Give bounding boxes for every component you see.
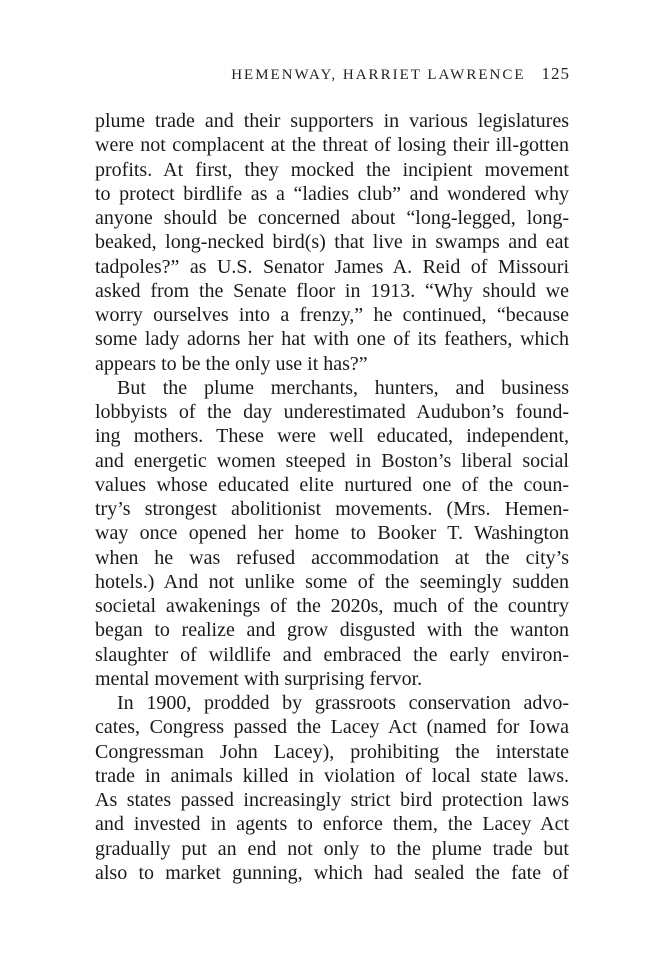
running-head-title: HEMENWAY, HARRIET LAWRENCE [231,67,526,83]
text-line: beaked, long-necked bird(s) that live in swamps and eat [95,231,569,254]
paragraph [95,691,569,885]
text-line: try’s strongest abolitionist movements. (Mrs. Hemen- [95,498,569,520]
text-line: to protect birdlife as a “ladies club” and wondered why [95,182,569,205]
text-line: and invested in agents to enforce them, the Lacey Act [95,813,569,836]
text-line: Congressman John Lacey), prohibiting the interstate [95,740,569,763]
text-line: gradually put an end not only to the plume trade but [95,837,569,860]
paragraph [95,376,569,691]
text-line: societal awakenings of the 2020s, much of the country [95,595,569,617]
text-line: As states passed increasingly strict bird protection laws [95,789,569,811]
text-line: mental movement with surprising fervor. [95,667,423,690]
text-line: profits. At first, they mocked the incipient movement [95,158,569,181]
text-line: In 1900, prodded by grassroots conservation advo- [117,692,569,714]
running-head [94,64,570,84]
text-line: plume trade and their supporters in various legislatures [95,110,569,132]
text-line: slaughter of wildlife and embraced the early environ- [95,643,569,666]
text-line: cates, Congress passed the Lacey Act (named for Iowa [95,716,569,739]
text-line: began to realize and grow disgusted with the wanton [95,619,569,642]
text-line: were not complacent at the threat of losing their ill-gotten [95,134,569,157]
text-line: also to market gunning, which had sealed the fate of [95,861,569,884]
text-line: some lady adorns her hat with one of its feathers, which [95,328,569,351]
body-text [95,109,569,885]
text-line: tadpoles?” as U.S. Senator James A. Reid of Missouri [95,255,569,278]
text-line: way once opened her home to Booker T. Washington [95,522,569,545]
text-line: appears to be the only use it has?” [95,352,368,375]
text-line: trade in animals killed in violation of local state laws. [95,764,569,787]
text-line: worry ourselves into a frenzy,” he continued, “because [95,304,569,326]
text-line: But the plume merchants, hunters, and business [117,376,569,399]
text-line: lobbyists of the day underestimated Audubon’s found- [95,401,569,423]
text-line: asked from the Senate floor in 1913. “Why should we [95,279,569,302]
text-line: when he was refused accommodation at the city’s [95,546,569,569]
text-line: hotels.) And not unlike some of the seemingly sudden [95,570,569,593]
text-line: values whose educated elite nurtured one of the coun- [95,473,569,496]
text-line: and energetic women steeped in Boston’s liberal social [95,449,569,472]
text-line: anyone should be concerned about “long-legged, long- [95,207,569,229]
text-line: ing mothers. These were well educated, independent, [95,425,569,448]
page-number: 125 [541,64,570,83]
paragraph [95,109,569,376]
